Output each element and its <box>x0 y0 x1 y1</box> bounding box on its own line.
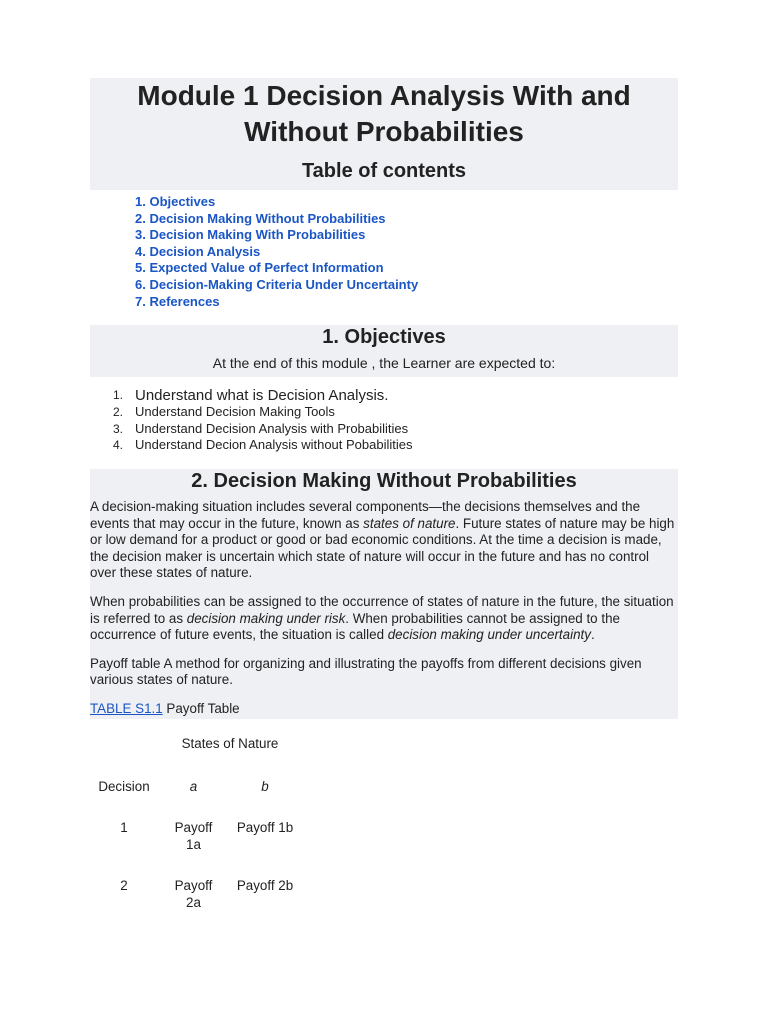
decision-header: Decision <box>98 779 150 795</box>
row-payoff-b: Payoff 1b <box>236 820 294 836</box>
toc-item-evpi <box>135 260 678 277</box>
toc-item-without-probabilities <box>135 211 678 228</box>
paragraph-risk-uncertainty: When probabilities can be assigned to the occurrence of states of nature in the future, the situation is referred to as decision making under risk. When probabilities cannot be assigned to the occurrence of future events, the situation is called decision making under uncertainty. <box>90 593 674 643</box>
objectives-intro: At the end of this module , the Learner are expected to: <box>212 355 556 372</box>
list-item <box>113 437 678 454</box>
toc-item-criteria <box>135 277 678 294</box>
list-text: Understand Decision Analysis with Probabilities <box>135 420 409 436</box>
objectives-list <box>90 387 678 454</box>
toc-item-references <box>135 294 678 311</box>
list-item <box>113 387 678 405</box>
payoff-table <box>90 719 678 919</box>
list-number: 3. <box>113 421 124 436</box>
list-text: Understand Decision Making Tools <box>135 404 335 420</box>
list-item <box>113 404 678 421</box>
row-payoff-b: Payoff 2b <box>236 878 294 894</box>
toc-item-with-probabilities <box>135 227 678 244</box>
row-payoff-a: Payoff 2a <box>174 878 213 911</box>
list-number: 4. <box>113 438 124 453</box>
section-2-heading: 2. Decision Making Without Probabilities <box>191 469 577 492</box>
paragraph-payoff-definition: Payoff table A method for organizing and illustrating the payoffs from different decisions given various states of nature. <box>90 655 642 688</box>
list-number: 2. <box>113 405 124 420</box>
table-caption: TABLE S1.1 Payoff Table <box>90 700 240 716</box>
paragraph-components: A decision-making situation includes several components—the decisions themselves and the events that may occur in the future, known as states of nature. Future states of nature may be high or low demand for a product or good or bad economic conditions. At the time a decision is made, the decision maker is uncertain which state of nature will occur in the future and has no control over these states of nature. <box>90 498 675 581</box>
section-2 <box>90 469 678 720</box>
page-title: Module 1 Decision Analysis With and Without Probabilities <box>137 80 631 147</box>
column-a-header: a <box>189 779 198 795</box>
toc-item-objectives <box>135 194 678 211</box>
document-page <box>90 78 678 919</box>
toc-link[interactable]: 2. Decision Making Without Probabilities <box>135 210 386 226</box>
states-of-nature-header: States of Nature <box>181 736 279 752</box>
row-decision: 2 <box>120 878 128 894</box>
table-link[interactable]: TABLE S1.1 <box>90 700 163 716</box>
toc-link[interactable]: 5. Expected Value of Perfect Information <box>135 260 384 276</box>
toc-link[interactable]: 6. Decision-Making Criteria Under Uncertainty <box>135 276 419 292</box>
list-text: Understand what is Decision Analysis. <box>135 387 389 405</box>
toc-link[interactable]: 4. Decision Analysis <box>135 243 261 259</box>
column-b-header: b <box>261 779 269 795</box>
list-item <box>113 420 678 438</box>
list-number: 1. <box>113 388 124 403</box>
objectives-section-header <box>90 325 678 377</box>
toc-link[interactable]: 7. References <box>135 293 220 309</box>
title-block <box>90 78 678 190</box>
list-text: Understand Decion Analysis without Pobabilities <box>135 437 413 453</box>
toc-item-decision-analysis <box>135 244 678 261</box>
table-of-contents <box>90 194 678 310</box>
row-decision: 1 <box>120 820 128 836</box>
objectives-heading: 1. Objectives <box>322 326 446 349</box>
row-payoff-a: Payoff 1a <box>174 820 213 853</box>
toc-heading: Table of contents <box>301 160 467 182</box>
toc-link[interactable]: 3. Decision Making With Probabilities <box>135 227 366 243</box>
toc-link[interactable]: 1. Objectives <box>135 194 216 209</box>
